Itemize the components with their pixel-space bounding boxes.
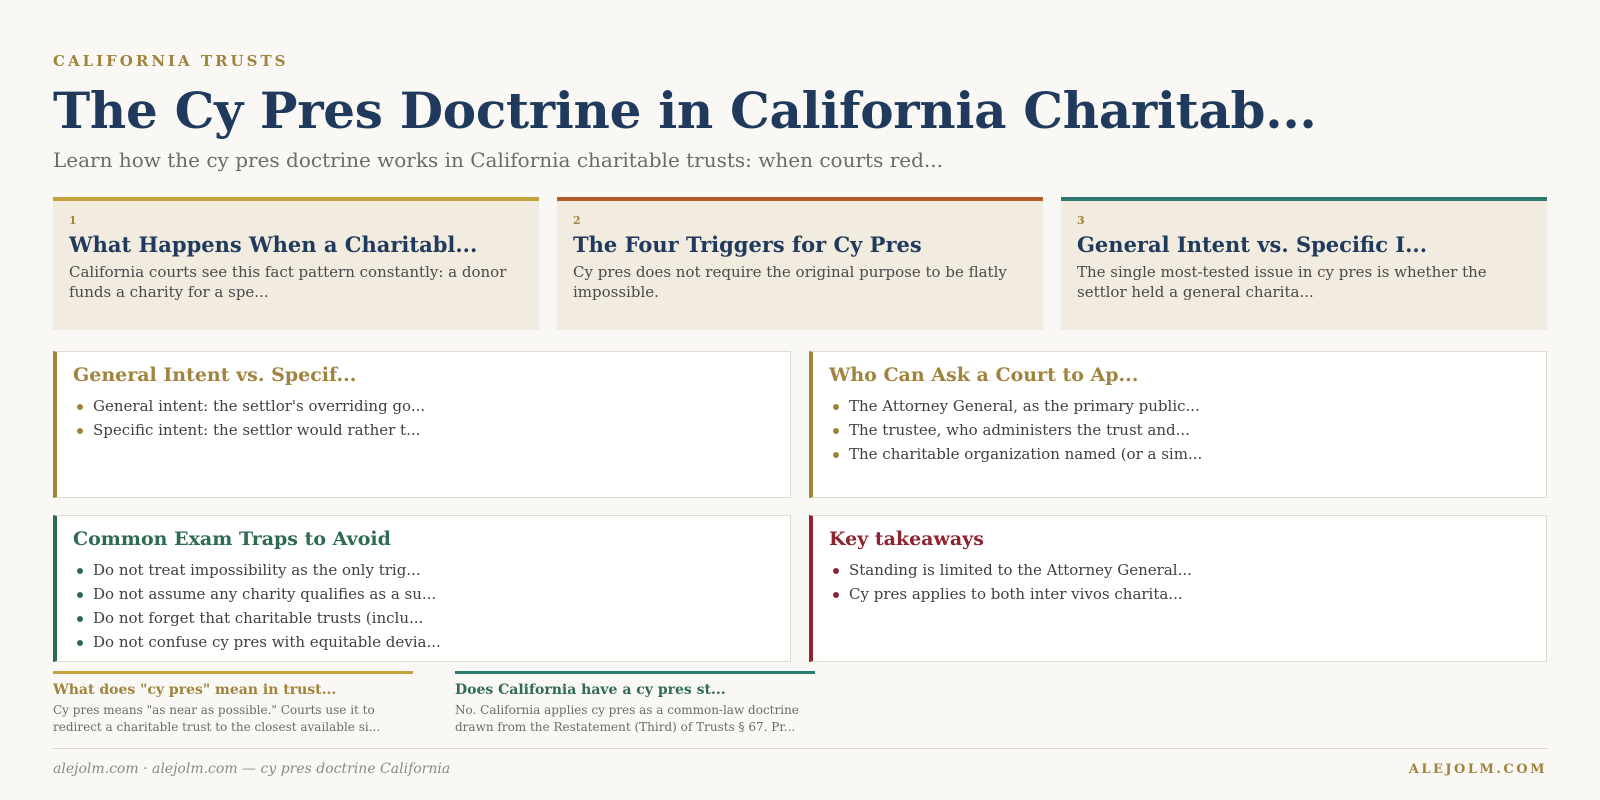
card-title: The Four Triggers for Cy Pres	[573, 232, 922, 257]
panel-title: Common Exam Traps to Avoid	[73, 528, 391, 550]
panel-title: Key takeaways	[829, 528, 984, 550]
list-item: Do not forget that charitable trusts (inclu...	[73, 606, 774, 630]
faq-question: Does California have a cy pres st...	[455, 682, 726, 698]
section-cards	[53, 197, 1547, 330]
card-body: Cy pres does not require the original purpose to be flatly impossible.	[573, 263, 1007, 301]
card-title: General Intent vs. Specific I...	[1077, 232, 1428, 257]
faq-question: What does "cy pres" mean in trust...	[53, 682, 337, 698]
section-card-2[interactable]	[557, 197, 1043, 330]
panel-title: Who Can Ask a Court to Ap...	[829, 364, 1139, 386]
bullet-list	[829, 394, 1530, 466]
section-card-3[interactable]	[1061, 197, 1547, 330]
card-number: 3	[1077, 214, 1085, 227]
faq-item-1[interactable]	[53, 671, 413, 736]
list-item: The trustee, who administers the trust and...	[829, 418, 1530, 442]
panel-title: General Intent vs. Specif...	[73, 364, 357, 386]
card-body: The single most-tested issue in cy pres is whether the settlor held a general charita...	[1077, 263, 1487, 301]
list-item: General intent: the settlor's overriding go...	[73, 394, 774, 418]
bullet-list	[73, 558, 774, 654]
page-title: The Cy Pres Doctrine in California Charitab...	[53, 81, 1317, 140]
bullet-list	[73, 394, 774, 442]
card-number: 1	[69, 214, 77, 227]
faq-answer: No. California applies cy pres as a common-law doctrine drawn from the Restatement (Third) of Trusts § 67. Pr...	[455, 703, 799, 734]
card-number: 2	[573, 214, 581, 227]
list-item: The charitable organization named (or a sim...	[829, 442, 1530, 466]
page-footer	[53, 748, 1547, 788]
footer-source-text: alejolm.com · alejolm.com — cy pres doctrine California	[53, 761, 451, 777]
card-title: What Happens When a Charitabl...	[69, 232, 478, 257]
faq-answer: Cy pres means "as near as possible." Courts use it to redirect a charitable trust to the closest available si...	[53, 703, 381, 734]
list-item: Do not assume any charity qualifies as a su...	[73, 582, 774, 606]
panel-general-intent	[53, 351, 791, 498]
list-item: Cy pres applies to both inter vivos charita...	[829, 582, 1530, 606]
category-eyebrow: CALIFORNIA TRUSTS	[53, 52, 289, 70]
list-item: Do not confuse cy pres with equitable devia...	[73, 630, 774, 654]
card-body: California courts see this fact pattern constantly: a donor funds a charity for a spe...	[69, 263, 507, 301]
list-item: Standing is limited to the Attorney General...	[829, 558, 1530, 582]
faq-item-2[interactable]	[455, 671, 815, 736]
page-subtitle: Learn how the cy pres doctrine works in California charitable trusts: when courts red...	[53, 148, 943, 172]
bullet-list	[829, 558, 1530, 606]
list-item: The Attorney General, as the primary public...	[829, 394, 1530, 418]
panel-key-takeaways	[809, 515, 1547, 662]
article-summary-page	[53, 52, 1547, 777]
panel-exam-traps	[53, 515, 791, 662]
panel-who-can-ask	[809, 351, 1547, 498]
list-item: Do not treat impossibility as the only trig...	[73, 558, 774, 582]
list-item: Specific intent: the settlor would rather t...	[73, 418, 774, 442]
section-card-1[interactable]	[53, 197, 539, 330]
footer-brand-link[interactable]: ALEJOLM.COM	[1408, 762, 1547, 777]
